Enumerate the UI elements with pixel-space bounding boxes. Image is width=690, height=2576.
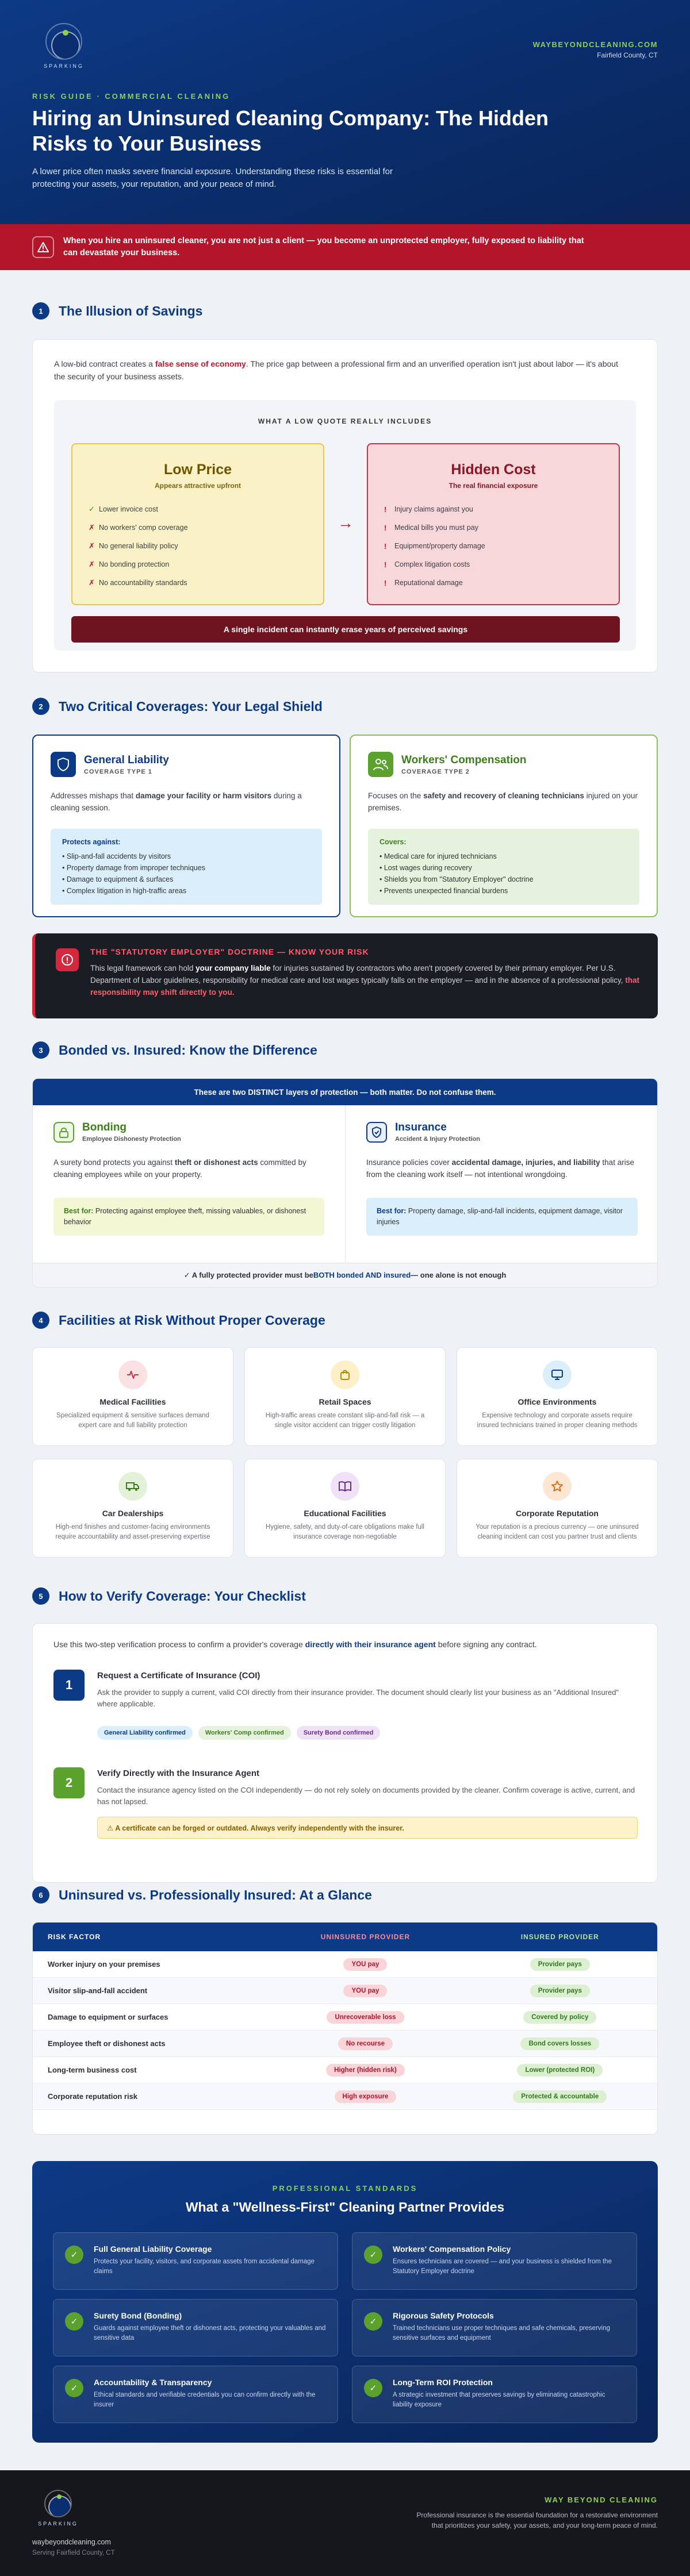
checklist-intro: Use this two-step verification process to confirm a provider's coverage directly with their insurance agent before signing any contract.	[53, 1640, 537, 1649]
footer-site-link[interactable]: waybeyondcleaning.com	[32, 2538, 111, 2546]
comparison-caption: WHAT A LOW QUOTE REALLY INCLUDES	[258, 417, 432, 425]
list-item: ✗ No accountability standards	[89, 578, 187, 587]
column-subtitle: Accident & Injury Protection	[395, 1136, 480, 1143]
exclamation-icon: !	[384, 578, 387, 587]
hidden-cost-subtitle: The real financial exposure	[448, 482, 538, 490]
facility-card	[457, 1459, 658, 1558]
column-header: RISK FACTOR	[48, 1933, 101, 1941]
check-icon: ✓	[364, 2379, 382, 2397]
table-header	[33, 1923, 657, 1951]
footer-about	[416, 2496, 658, 2531]
standard-item: ✓ Workers' Compensation Policy Ensures technicians are covered — and your business is shielded from the Statutory Employer doctrine	[352, 2232, 637, 2290]
section-title: How to Verify Coverage: Your Checklist	[59, 1588, 306, 1604]
footer-text: Professional insurance is the essential foundation for a restorative environment that prioritizes your safety, your assets, and your long-term peace of mind.	[416, 2511, 658, 2529]
logo-mark-icon	[44, 2490, 72, 2517]
best-for-box: Best for: Protecting against employee theft, missing valuables, or dishonest behavior	[53, 1198, 324, 1236]
logo-text: SPARKING	[38, 2521, 78, 2527]
card-title: General Liability	[84, 753, 169, 766]
section-number: 3	[32, 1041, 49, 1059]
step-description: Contact the insurance agency listed on the COI independently — do not rely solely on documents provided by the cleaner. Confirm coverage is active, current, and has not lapsed.	[97, 1786, 635, 1806]
covered-badge: Bond covers losses	[520, 2037, 599, 2050]
list-item: ✗ No general liability policy	[89, 541, 178, 550]
section-4-heading	[32, 1312, 325, 1329]
hero-kicker: RISK GUIDE · COMMERCIAL CLEANING	[32, 92, 231, 101]
monitor-icon	[543, 1360, 572, 1389]
section-3-heading	[32, 1041, 317, 1059]
facility-description: Hygiene, safety, and duty-of-care obligations make full insurance coverage non-negotiable	[266, 1524, 424, 1540]
table-row: Damage to equipment or surfaces Unrecoverable loss Covered by policy	[33, 2004, 657, 2031]
section-title: Two Critical Coverages: Your Legal Shield	[59, 698, 323, 714]
section-title: Uninsured vs. Professionally Insured: At a Glance	[59, 1887, 372, 1902]
risk-badge: High exposure	[335, 2090, 397, 2103]
savings-intro: A low-bid contract creates a false sense of economy. The price gap between a professional firm and an unverified operation isn't just about labor — it's about the security of your business assets.	[54, 359, 618, 381]
footer-brand: WAY BEYOND CLEANING	[545, 2496, 658, 2504]
covered-badge: Provider pays	[530, 1958, 590, 1971]
section-number: 5	[32, 1587, 49, 1605]
low-price-title: Low Price	[163, 462, 232, 478]
risk-badge: Higher (hidden risk)	[326, 2064, 405, 2077]
truck-icon	[118, 1472, 147, 1501]
brand-logo[interactable]	[32, 23, 95, 69]
list-item: • Property damage from improper techniques	[62, 862, 310, 874]
savings-warning-bar: A single incident can instantly erase years of perceived savings	[71, 616, 620, 643]
low-price-box	[71, 443, 324, 605]
status-badge: Surety Bond confirmed	[297, 1726, 381, 1740]
cross-icon: ✗	[89, 560, 95, 568]
step-title: Verify Directly with the Insurance Agent	[97, 1768, 260, 1778]
hidden-cost-title: Hidden Cost	[451, 462, 536, 478]
status-badge: General Liability confirmed	[97, 1726, 193, 1740]
facility-title: Retail Spaces	[319, 1397, 371, 1406]
footer-logo[interactable]	[32, 2490, 84, 2527]
step-number: 1	[53, 1670, 85, 1701]
covered-badge: Covered by policy	[523, 2011, 596, 2024]
best-for-box: Best for: Property damage, slip-and-fall incidents, equipment damage, visitor injuries	[366, 1198, 638, 1236]
checklist-card	[32, 1623, 658, 1883]
table-row: Worker injury on your premises YOU pay Provider pays	[33, 1951, 657, 1978]
column-description: Insurance policies cover accidental damage, injuries, and liability that arise from the cleaning work itself — not intentional wrongdoing.	[366, 1158, 634, 1179]
bonding-column	[33, 1105, 346, 1264]
column-description: A surety bond protects you against theft or dishonest acts committed by cleaning employees while on your property.	[53, 1158, 306, 1179]
facility-card	[32, 1347, 233, 1446]
facility-title: Corporate Reputation	[516, 1509, 599, 1518]
header-location: Fairfield County, CT	[597, 51, 658, 59]
exclamation-icon: !	[384, 560, 387, 569]
exclamation-icon: !	[384, 541, 387, 551]
facility-description: High-traffic areas create constant slip-and-fall risk — a single visitor accident can trigger costly litigation	[265, 1412, 425, 1429]
exclamation-icon: !	[384, 505, 387, 514]
covered-badge: Provider pays	[530, 1985, 590, 1997]
standard-item: ✓ Surety Bond (Bonding) Guards against employee theft or dishonest acts, protecting your valuables and sensitive data	[53, 2299, 338, 2356]
covered-badge: Lower (protected ROI)	[517, 2064, 603, 2077]
check-icon: ✓	[65, 2379, 83, 2397]
column-subtitle: Employee Dishonesty Protection	[82, 1136, 181, 1143]
alert-banner	[0, 224, 690, 270]
hero-header	[0, 0, 690, 224]
shield-check-icon	[366, 1122, 387, 1143]
section-number: 2	[32, 698, 49, 715]
step-description: Ask the provider to supply a current, valid COI directly from their insurance provider. The document should clearly list your business as an "Additional Insured" where applicable.	[97, 1688, 619, 1708]
section-number: 4	[32, 1312, 49, 1329]
header-site-link[interactable]: WAYBEYONDCLEANING.COM	[532, 40, 658, 49]
panel-title: What a "Wellness-First" Cleaning Partner Provides	[185, 2200, 505, 2214]
section-title: The Illusion of Savings	[59, 303, 203, 318]
header-contact	[533, 40, 658, 59]
list-item: ! Medical bills you must pay	[384, 523, 478, 532]
book-icon	[331, 1472, 359, 1501]
list-item: • Medical care for injured technicians	[379, 851, 628, 862]
list-item: • Slip-and-fall accidents by visitors	[62, 851, 310, 862]
list-item: • Lost wages during recovery	[379, 862, 628, 874]
facility-card	[244, 1459, 446, 1558]
section-5-heading	[32, 1587, 306, 1605]
callout-text: This legal framework can hold your company liable for injuries sustained by contractors who aren't properly covered by their primary employer. Per U.S. Department of Labor guidelines, responsibility for medical care and lost wages typically falls on the employer — and in the absence of a professional policy, that responsibility may shift directly to you.	[90, 964, 639, 997]
check-icon: ✓	[65, 2312, 83, 2331]
bonded-vs-insured-card	[32, 1078, 658, 1287]
insurance-column	[346, 1105, 658, 1264]
column-header: UNINSURED PROVIDER	[320, 1933, 411, 1941]
low-price-subtitle: Appears attractive upfront	[154, 482, 241, 490]
section-title: Bonded vs. Insured: Know the Difference	[59, 1042, 317, 1058]
box-title: Covers:	[379, 838, 407, 846]
standard-item: ✓ Full General Liability Coverage Protects your facility, visitors, and corporate assets from accidental damage claims	[53, 2232, 338, 2290]
list-item: ! Complex litigation costs	[384, 560, 470, 569]
section-title: Facilities at Risk Without Proper Coverage	[59, 1312, 325, 1328]
box-title: Protects against:	[62, 838, 121, 846]
page-title: Hiring an Uninsured Cleaning Company: The Hidden Risks to Your Business	[32, 106, 549, 155]
list-item: ! Injury claims against you	[384, 505, 473, 514]
list-item: • Shields you from "Statutory Employer" doctrine	[379, 874, 628, 885]
table-row: Corporate reputation risk High exposure Protected & accountable	[33, 2083, 657, 2110]
panel-kicker: PROFESSIONAL STANDARDS	[272, 2184, 418, 2193]
list-item: ! Reputational damage	[384, 578, 463, 587]
check-icon: ✓	[89, 505, 95, 513]
lock-icon	[53, 1122, 74, 1143]
section-number: 1	[32, 302, 49, 320]
table-row: Employee theft or dishonest acts No recourse Bond covers losses	[33, 2031, 657, 2057]
star-icon	[543, 1472, 572, 1501]
card-subtitle: COVERAGE TYPE 2	[401, 768, 470, 775]
people-icon	[368, 752, 393, 777]
low-price-list	[89, 500, 307, 592]
step-tags	[97, 1726, 386, 1740]
workers-comp-card	[350, 735, 658, 917]
standard-item: ✓ Accountability & Transparency Ethical standards and verifiable credentials you can confirm directly with the insurer	[53, 2366, 338, 2423]
facility-description: Specialized equipment & sensitive surfaces demand expert care and full liability protection	[56, 1412, 209, 1429]
standard-item: ✓ Long-Term ROI Protection A strategic investment that preserves savings by eliminating catastrophic liability exposure	[352, 2366, 637, 2423]
facility-card	[244, 1347, 446, 1446]
check-icon: ✓	[65, 2246, 83, 2264]
check-icon: ✓	[364, 2312, 382, 2331]
table-row: Visitor slip-and-fall accident YOU pay Provider pays	[33, 1978, 657, 2004]
list-item: ✓ Lower invoice cost	[89, 505, 158, 513]
column-title: Insurance	[395, 1121, 447, 1133]
alert-text: When you hire an uninsured cleaner, you are not just a client — you become an unprotected employer, fully exposed to liability that can devastate your business.	[63, 236, 584, 257]
covered-badge: Protected & accountable	[513, 2090, 607, 2103]
footer-location: Serving Fairfield County, CT	[32, 2550, 115, 2556]
exclamation-icon: !	[384, 523, 387, 532]
list-item: • Prevents unexpected financial burdens	[379, 885, 628, 897]
section-1-heading	[32, 302, 202, 320]
column-title: Bonding	[82, 1121, 127, 1133]
shopping-bag-icon	[331, 1360, 359, 1389]
card-description: Addresses mishaps that damage your facility or harm visitors during a cleaning session.	[51, 791, 302, 812]
card-subtitle: COVERAGE TYPE 1	[84, 768, 152, 775]
facility-card	[457, 1347, 658, 1446]
section-2-heading	[32, 698, 323, 715]
general-liability-card	[32, 735, 340, 917]
cross-icon: ✗	[89, 578, 95, 587]
comparison-table	[32, 1922, 658, 2135]
facility-title: Office Environments	[518, 1397, 597, 1406]
check-icon: ✓	[364, 2246, 382, 2264]
facility-title: Educational Facilities	[304, 1509, 386, 1518]
arrow-right-icon: →	[338, 514, 354, 532]
hidden-cost-box	[367, 443, 620, 605]
statutory-employer-callout	[32, 933, 658, 1018]
hero-lead: A lower price often masks severe financial exposure. Understanding these risks is essential for protecting your assets, your reputation, and your peace of mind.	[32, 167, 393, 189]
risk-badge: YOU pay	[343, 1985, 387, 1997]
page-footer	[0, 2470, 690, 2576]
risk-badge: Unrecoverable loss	[327, 2011, 404, 2024]
step-title: Request a Certificate of Insurance (COI)	[97, 1671, 260, 1681]
card-title: Workers' Compensation	[401, 753, 527, 766]
checklist-step-1	[53, 1670, 638, 1750]
list-item: ✗ No bonding protection	[89, 560, 170, 568]
callout-title: THE "STATUTORY EMPLOYER" DOCTRINE — KNOW YOUR RISK	[90, 947, 369, 956]
standard-item: ✓ Rigorous Safety Protocols Trained technicians use proper techniques and safe chemicals, preserving sensitive surfaces and equipment	[352, 2299, 637, 2356]
logo-text: SPARKING	[44, 63, 84, 69]
facility-description: Expensive technology and corporate assets require insured technicians trained in proper cleaning methods	[477, 1412, 638, 1429]
protects-box	[51, 829, 322, 905]
table-row: Long-term business cost Higher (hidden risk) Lower (protected ROI)	[33, 2057, 657, 2083]
list-item: ✗ No workers' comp coverage	[89, 523, 188, 532]
comparison-banner: These are two DISTINCT layers of protection — both matter. Do not confuse them.	[33, 1079, 657, 1105]
alert-circle-icon	[56, 948, 79, 971]
risk-badge: No recourse	[338, 2037, 393, 2050]
facility-description: Your reputation is a precious currency — one uninsured cleaning incident can cost you partner trust and clients	[476, 1524, 639, 1540]
section-number: 6	[32, 1886, 49, 1904]
logo-mark-icon	[45, 23, 82, 60]
facility-description: High-end finishes and customer-facing environments require accountability and asset-preserving expertise	[55, 1524, 210, 1540]
facility-title: Medical Facilities	[99, 1397, 166, 1406]
checklist-step-2	[53, 1767, 638, 1848]
wellness-first-panel	[32, 2161, 658, 2443]
cross-icon: ✗	[89, 541, 95, 550]
list-item: ! Equipment/property damage	[384, 541, 485, 551]
heartbeat-icon	[118, 1360, 147, 1389]
quote-comparison	[54, 400, 636, 651]
cross-icon: ✗	[89, 523, 95, 532]
shield-icon	[51, 752, 76, 777]
list-item: • Complex litigation in high-traffic areas	[62, 885, 310, 897]
step-number: 2	[53, 1767, 85, 1798]
hidden-cost-list	[384, 500, 603, 592]
card-description: Focuses on the safety and recovery of cleaning technicians injured on your premises.	[368, 791, 638, 812]
column-header: INSURED PROVIDER	[520, 1933, 599, 1941]
forgery-warning: ⚠ A certificate can be forged or outdated. Always verify independently with the insurer.	[97, 1817, 638, 1839]
covers-box	[368, 829, 639, 905]
warning-triangle-icon	[32, 236, 54, 258]
list-item: • Damage to equipment & surfaces	[62, 874, 310, 885]
facility-card	[32, 1459, 233, 1558]
status-badge: Workers' Comp confirmed	[198, 1726, 291, 1740]
comparison-footer: ✓ A fully protected provider must be BOTH bonded AND insured — one alone is not enough	[33, 1263, 657, 1287]
risk-badge: YOU pay	[343, 1958, 387, 1971]
section-6-heading	[32, 1886, 372, 1904]
facility-title: Car Dealerships	[102, 1509, 164, 1518]
